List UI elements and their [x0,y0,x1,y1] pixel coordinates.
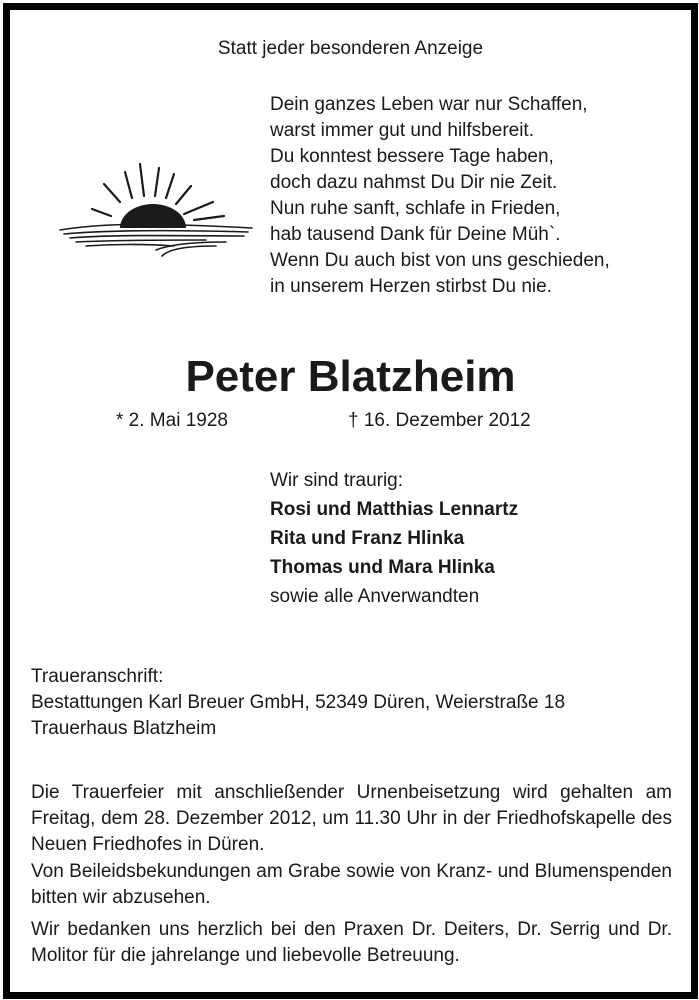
header-notice: Statt jeder besonderen Anzeige [217,38,484,59]
birth-date: * 2. Mai 1928 [116,410,228,431]
mourners-intro: Wir sind traurig: [270,470,404,491]
poem [270,92,610,300]
poem-line: in unserem Herzen stirbst Du nie. [270,276,552,297]
poem-line: warst immer gut und hilfsbereit. [270,120,534,141]
mourning-address [31,664,565,742]
sunset-icon [56,154,256,262]
poem-line: hab tausend Dank für Deine Müh`. [270,224,561,245]
address-line: Bestattungen Karl Breuer GmbH, 52349 Düren, Weierstraße 18 [31,692,566,713]
mourner-name: Thomas und Mara Hlinka [270,557,495,578]
poem-line: Du konntest bessere Tage haben, [270,146,554,167]
thanks-paragraph: Wir bedanken uns herzlich bei den Praxen Dr. Deiters, Dr. Serrig und Dr. Molitor für die jahrelange und liebevolle Betreuung. [31,919,672,966]
condolence-paragraph: Von Beileidsbekundungen am Grabe sowie von Kranz- und Blumenspenden bitten wir abzusehen. [31,861,672,908]
mourner-name: Rosi und Matthias Lennartz [270,499,519,520]
poem-line: Nun ruhe sanft, schlafe in Frieden, [270,198,561,219]
mourners-block [270,468,518,613]
address-label: Traueranschrift: [31,666,164,687]
poem-line: Dein ganzes Leben war nur Schaffen, [270,94,588,115]
funeral-service-paragraph: Die Trauerfeier mit anschließender Urnenbeisetzung wird gehalten am Freitag, dem 28. Dezember 2012, um 11.30 Uhr in der Friedhofskapelle des Neuen Friedhofes in Düren. [31,782,672,855]
mourners-closing: sowie alle Anverwandten [270,586,480,607]
poem-line: Wenn Du auch bist von uns geschieden, [270,250,610,271]
deceased-name: Peter Blatzheim [185,352,516,401]
obituary-frame [3,3,698,999]
address-line: Trauerhaus Blatzheim [31,718,217,739]
mourner-name: Rita und Franz Hlinka [270,528,465,549]
death-date: † 16. Dezember 2012 [348,410,531,431]
poem-line: doch dazu nahmst Du Dir nie Zeit. [270,172,558,193]
